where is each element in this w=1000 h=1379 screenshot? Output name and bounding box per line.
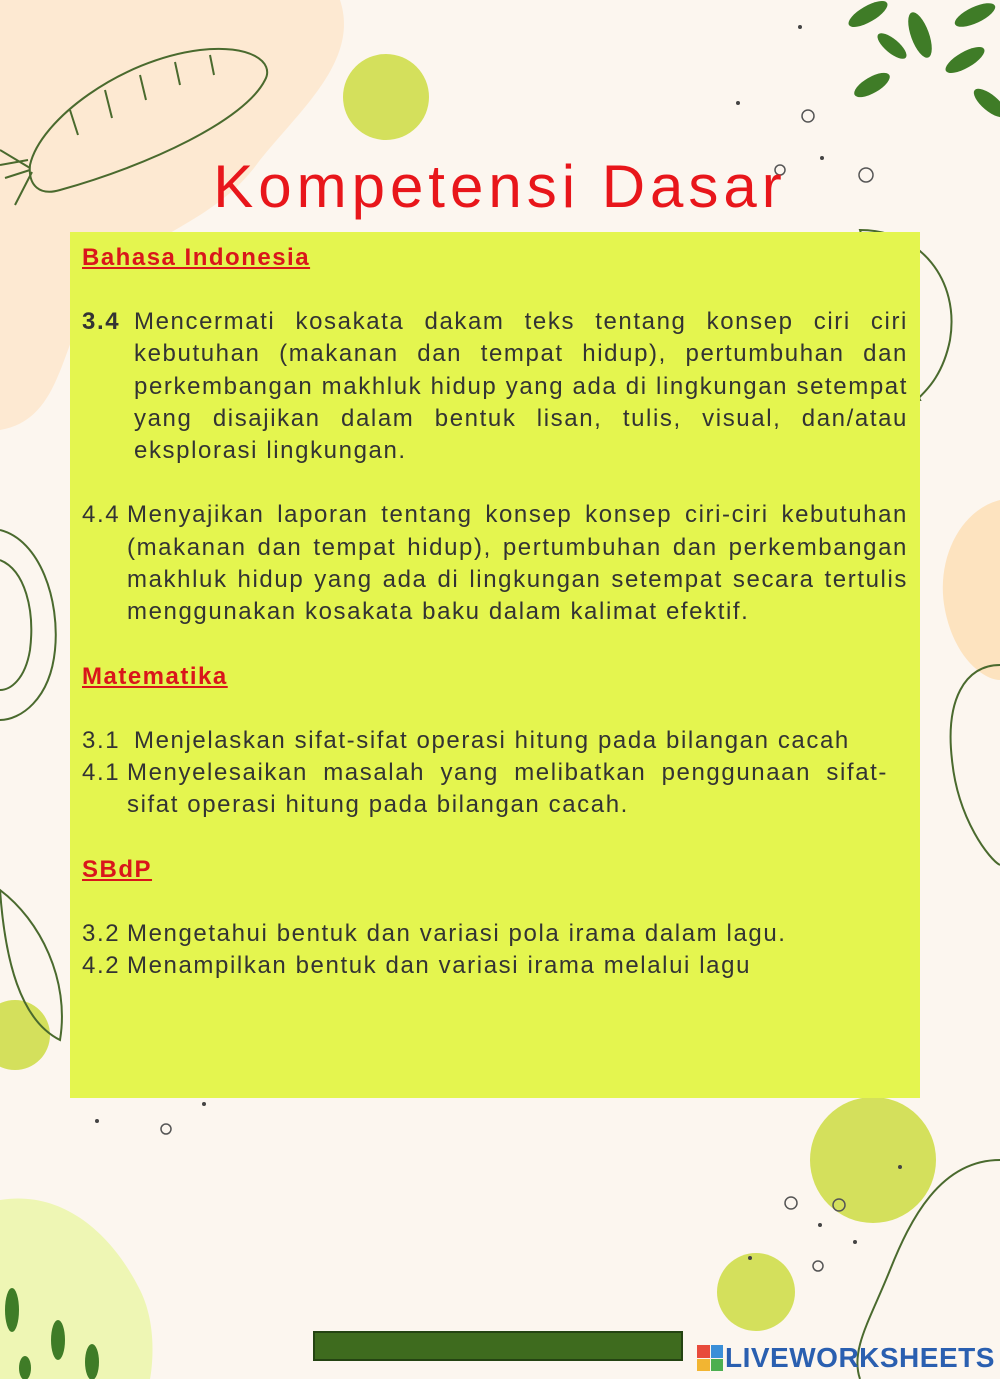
section-heading-bahasa-indonesia: Bahasa Indonesia xyxy=(82,244,311,271)
circle-bottom-right xyxy=(810,1097,936,1223)
item-text: Mencermati kosakata dakam teks tentang konsep ciri ciri kebutuhan (makanan dan tempat hidup), pertumbuhan dan perkembangan makhluk hidup yang ada di lingkungan setempat yang disajikan dalam bentuk lisan, tulis, visual, dan/atau eksplorasi lingkungan. xyxy=(134,308,908,465)
circle-bottom xyxy=(717,1253,795,1331)
item-number: 3.4 xyxy=(82,308,121,335)
avocado-outline-right xyxy=(951,665,1000,865)
item-text: Menampilkan bentuk dan variasi irama melalui lagu xyxy=(127,951,752,979)
list-item xyxy=(82,918,908,950)
liveworksheets-logo[interactable] xyxy=(697,1343,995,1373)
circle-top xyxy=(343,54,429,140)
answer-bar[interactable] xyxy=(313,1331,683,1361)
item-text: Menyajikan laporan tentang konsep konsep ciri-ciri kebutuhan (makanan dan tempat hidup), pertumbuhan dan perkembangan makhluk hidup yang ada di lingkungan setempat secara tertulis menggunakan kosakata baku dalam kalimat efektif. xyxy=(127,501,908,626)
avocado-outline-left xyxy=(0,530,56,720)
section-heading-matematika: Matematika xyxy=(82,662,228,690)
brand-name: LIVEWORKSHEETS xyxy=(725,1342,995,1373)
leaves-top-right xyxy=(845,0,1000,122)
item-number: 4.2 xyxy=(82,951,121,979)
item-number: 3.2 xyxy=(82,919,121,947)
item-number: 4.1 xyxy=(82,758,121,786)
item-text: Menyelesaikan masalah yang melibatkan penggunaan sifat-sifat operasi hitung pada bilangan cacah. xyxy=(127,758,888,819)
item-number: 3.1 xyxy=(82,726,121,754)
liveworksheets-icon xyxy=(697,1345,723,1371)
item-text: Menjelaskan sifat-sifat operasi hitung pada bilangan cacah xyxy=(134,726,850,754)
circle-left xyxy=(0,1000,50,1070)
list-item xyxy=(82,950,908,982)
list-item xyxy=(82,757,908,822)
green-blob-bottom-left xyxy=(0,1198,153,1379)
list-item xyxy=(82,306,908,467)
content-panel xyxy=(70,232,920,1098)
peach-blob-right xyxy=(943,500,1000,680)
list-item xyxy=(82,499,908,628)
item-number: 4.4 xyxy=(82,501,121,529)
item-text: Mengetahui bentuk dan variasi pola irama dalam lagu. xyxy=(127,919,787,947)
page-title: Kompetensi Dasar xyxy=(213,153,787,220)
section-heading-sbdp: SBdP xyxy=(82,855,153,883)
list-item xyxy=(82,725,908,757)
